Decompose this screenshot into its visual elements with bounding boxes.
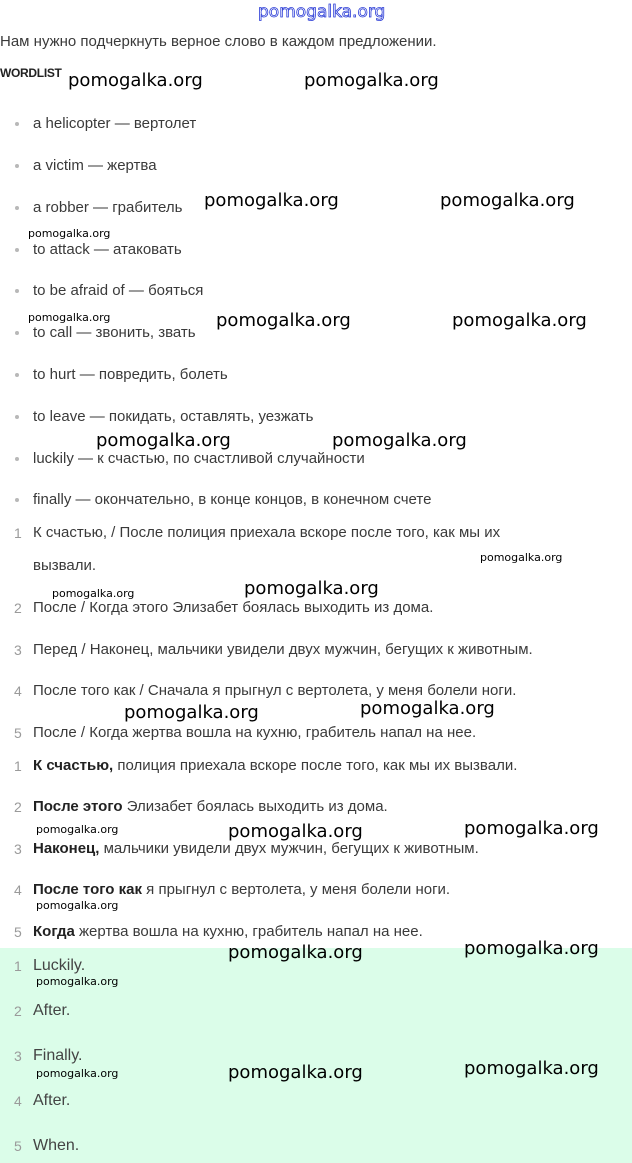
- watermark: pomogalka.org: [204, 190, 339, 211]
- watermark-small: pomogalka.org: [36, 975, 119, 988]
- bullet-icon: [15, 373, 19, 377]
- watermark: pomogalka.org: [228, 821, 363, 842]
- wordlist-heading: WORDLIST: [0, 66, 62, 80]
- watermark-small: pomogalka.org: [52, 587, 135, 600]
- watermark: pomogalka.org: [228, 942, 363, 963]
- watermark: pomogalka.org: [96, 430, 231, 451]
- bullet-icon: [15, 206, 19, 210]
- watermark: pomogalka.org: [124, 702, 259, 723]
- watermark-small: pomogalka.org: [28, 227, 111, 240]
- bullet-icon: [15, 122, 19, 126]
- watermark: pomogalka.org: [464, 1058, 599, 1079]
- bullet-icon: [15, 248, 19, 252]
- watermark-small: pomogalka.org: [36, 1067, 119, 1080]
- watermark: pomogalka.org: [464, 818, 599, 839]
- site-watermark-header: pomogalka.org: [258, 2, 386, 22]
- intro-text: Нам нужно подчеркнуть верное слово в каждом предложении.: [0, 33, 437, 50]
- bullet-icon: [15, 415, 19, 419]
- watermark: pomogalka.org: [360, 698, 495, 719]
- watermark-small: pomogalka.org: [28, 311, 111, 324]
- bullet-icon: [15, 331, 19, 335]
- watermark: pomogalka.org: [332, 430, 467, 451]
- watermark: pomogalka.org: [464, 938, 599, 959]
- watermark-small: pomogalka.org: [36, 823, 119, 836]
- watermark: pomogalka.org: [452, 310, 587, 331]
- watermark-small: pomogalka.org: [36, 899, 119, 912]
- page: pomogalka.org Нам нужно подчеркнуть верное слово в каждом предложении. WORDLIST a helicopter — вертолет a victim — жертва a robber — грабитель to attack — атаковать to be afraid of — бояться to call — звонить, звать to hurt — повредить, болеть to leave — покидать, оставлять, уезжать luckily — к счастью, по счастливой случайности finally — окончательно, в конце концов, в конечном счете 1 К счастью, / После полиция приехала вскоре после того, как мы их вызвали. 2 После / Когда этого Элизабет боялась выходить из дома. 3 Перед / Наконец, мальчики увидели двух мужчин, бегущих к животным. 4 После того как / Сначала я прыгнул с вертолета, у меня болели ноги. 5 После / Когда жертва вошла на кухню, грабитель напал на нее. 1 К счастью, полиция приехала вскоре после того, как мы их вызвали. 2 После этого Элизабет боялась выходить из дома. 3 Наконец, мальчики увидели двух мужчин, бегущих к животным. 4 После того как я прыгнул с вертолета, у меня болели ноги. 5 Когда жертва вошла на кухню, грабитель напал на нее. 1 Luckily. 2 After. 3 Finally. 4 After. 5 When. pomogalka.org pomogalka.org pomogalka.org pomogalka.org pomogalka.org pomogalka.org pomogalka.org pomogalka.org pomogalka.org pomogalka.org pomogalka.org pomogalka.org pomogalka.org pomogalka.org pomogalka.org pomogalka.org pomogalka.org pomogalka.org pomogalka.org pomogalka.org pomogalka.org pomogalka.org pomogalka.org pomogalka.org pomogalka.org: [0, 0, 632, 1163]
- watermark: pomogalka.org: [244, 578, 379, 599]
- bullet-icon: [15, 457, 19, 461]
- watermark: pomogalka.org: [228, 1062, 363, 1083]
- watermark-small: pomogalka.org: [480, 551, 563, 564]
- bullet-icon: [15, 498, 19, 502]
- bullet-icon: [15, 289, 19, 293]
- watermark: pomogalka.org: [440, 190, 575, 211]
- watermark: pomogalka.org: [68, 70, 203, 91]
- watermark: pomogalka.org: [304, 70, 439, 91]
- bullet-icon: [15, 164, 19, 168]
- watermark: pomogalka.org: [216, 310, 351, 331]
